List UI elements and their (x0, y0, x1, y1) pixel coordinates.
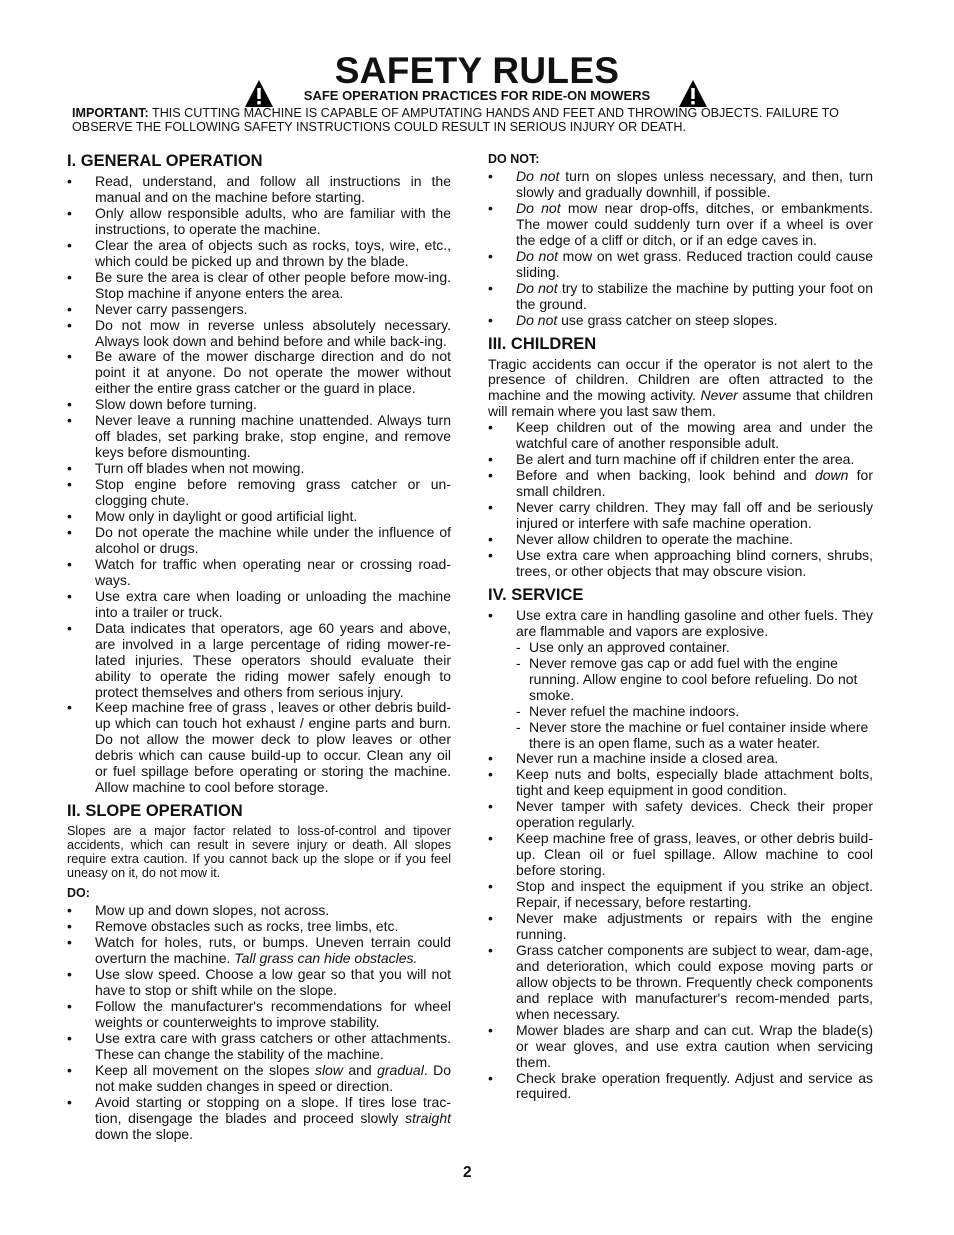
list-item: • Use extra care when approaching blind corners, shrubs, trees, or other objects that may obscure vision. (488, 548, 873, 580)
section-heading-general: I. GENERAL OPERATION (67, 152, 263, 170)
list-item: • Keep children out of the mowing area and under the watchful care of another responsible adult. (488, 420, 873, 452)
section-heading-slope: II. SLOPE OPERATION (67, 802, 243, 821)
list-item: • Turn off blades when not mowing. (67, 461, 451, 477)
list-item: • Never make adjustments or repairs with the engine running. (488, 911, 873, 943)
list-item: • Use extra care when loading or unloading the machine into a trailer or truck. (67, 589, 451, 621)
general-list (67, 174, 451, 796)
list-item: • Be sure the area is clear of other people before mow-ing. Stop machine if anyone enters the area. (67, 270, 451, 302)
list-item: • Read, understand, and follow all instructions in the manual and on the machine before starting. (67, 174, 451, 206)
list-item: • Stop and inspect the equipment if you strike an object. Repair, if necessary, before restarting. (488, 879, 873, 911)
list-item: • Be alert and turn machine off if children enter the area. (488, 452, 873, 468)
list-item: • Keep machine free of grass, leaves, or other debris build-up. Clean oil or fuel spillage. Allow machine to cool before storing. (488, 831, 873, 879)
left-column (67, 152, 451, 1142)
important-text: THIS CUTTING MACHINE IS CAPABLE OF AMPUTATING HANDS AND FEET AND THROWING OBJECTS. FAILURE TO OBSERVE THE FOLLOWING SAFETY INSTRUCTIONS COULD RESULT IN SERIOUS INJURY OR DEATH. (72, 106, 839, 134)
list-item: • Check brake operation frequently. Adjust and service as required. (488, 1071, 873, 1103)
children-intro: Tragic accidents can occur if the operator is not alert to the presence of children. Children are often attracted to the machine and the mowing activity. Never assume that children will remain where you last saw them. (488, 355, 873, 420)
list-item: • Do not mow in reverse unless absolutely necessary. Always look down and behind before and while back-ing. (67, 318, 451, 350)
do-list (67, 903, 451, 1142)
list-item: • Do not use grass catcher on steep slopes. (488, 313, 873, 329)
list-item: • Follow the manufacturer's recommendations for wheel weights or counterweights to improve stability. (67, 999, 451, 1031)
children-list (488, 420, 873, 580)
list-item: • Be aware of the mower discharge direction and do not point it at anyone. Do not operate the mower without either the entire grass catcher or the guard in place. (67, 349, 451, 397)
list-item: • Watch for holes, ruts, or bumps. Uneven terrain could overturn the machine. Tall grass can hide obstacles. (67, 935, 451, 967)
list-item: • Keep machine free of grass , leaves or other debris build-up which can touch hot exhaust / engine parts and burn. Do not allow the mower deck to plow leaves or other debris which can cause build-up to occur. Clean any oil or fuel spillage before operating or storing the machine. Allow machine to cool before storage. (67, 700, 451, 796)
list-item: • Grass catcher components are subject to wear, dam-age, and deterioration, which could expose moving parts or allow objects to be thrown. Frequently check components and replace with manufacturer's recom-mended parts, when necessary. (488, 943, 873, 1023)
list-item: • Do not turn on slopes unless necessary, and then, turn slowly and gradually downhill, if possible. (488, 169, 873, 201)
list-item: • Mow only in daylight or good artificial light. (67, 509, 451, 525)
list-item: • Avoid starting or stopping on a slope. If tires lose trac-tion, disengage the blades and proceed slowly straight down the slope. (67, 1095, 451, 1143)
list-item: • Use slow speed. Choose a low gear so that you will not have to stop or shift while on the slope. (67, 967, 451, 999)
slope-intro: Slopes are a major factor related to loss-of-control and tipover accidents, which can result in severe injury or death. All slopes require extra caution. If you cannot back up the slope or if you feel uneasy on it, do not mow it. (67, 824, 451, 881)
list-item: • Use extra care in handling gasoline and other fuels. They are flammable and vapors are explosive. (488, 608, 873, 640)
list-item: • Slow down before turning. (67, 397, 451, 413)
warning-triangle-icon (678, 79, 708, 109)
list-item: • Never carry children. They may fall off and be seriously injured or interfere with safe machine operation. (488, 500, 873, 532)
list-item: • Clear the area of objects such as rocks, toys, wire, etc., which could be picked up and thrown by the blade. (67, 238, 451, 270)
important-label: IMPORTANT: (72, 106, 149, 120)
list-item: • Do not mow near drop-offs, ditches, or embankments. The mower could suddenly turn over if a wheel is over the edge of a cliff or ditch, or if an edge caves in. (488, 201, 873, 249)
list-item: • Use extra care with grass catchers or other attachments. These can change the stability of the machine. (67, 1031, 451, 1063)
section-heading-service: IV. SERVICE (488, 585, 584, 604)
list-item: • Never leave a running machine unattended. Always turn off blades, set parking brake, stop engine, and remove keys before dismounting. (67, 413, 451, 461)
list-item: • Stop engine before removing grass catcher or un-clogging chute. (67, 477, 451, 509)
sub-list-item: - Never store the machine or fuel container inside where there is an open flame, such as a water heater. (488, 720, 873, 752)
list-item: • Only allow responsible adults, who are familiar with the instructions, to operate the machine. (67, 206, 451, 238)
do-not-label: DO NOT: (488, 152, 540, 166)
list-item: • Mow up and down slopes, not across. (67, 903, 451, 919)
list-item: • Do not operate the machine while under the influence of alcohol or drugs. (67, 525, 451, 557)
section-heading-children: III. CHILDREN (488, 334, 597, 353)
list-item: • Never carry passengers. (67, 302, 451, 318)
sub-list-item: - Never remove gas cap or add fuel with the engine running. Allow engine to cool before refueling. Do not smoke. (488, 656, 873, 704)
page-title: SAFETY RULES (334, 50, 620, 91)
list-item: • Remove obstacles such as rocks, tree limbs, etc. (67, 919, 451, 935)
list-item: • Watch for traffic when operating near or crossing road-ways. (67, 557, 451, 589)
list-item: • Never run a machine inside a closed area. (488, 751, 873, 767)
do-label: DO: (67, 886, 90, 901)
list-item: • Never allow children to operate the machine. (488, 532, 873, 548)
list-item: • Keep nuts and bolts, especially blade attachment bolts, tight and keep equipment in good condition. (488, 767, 873, 799)
page-number: 2 (463, 1164, 472, 1181)
sub-list-item: - Never refuel the machine indoors. (488, 704, 873, 720)
do-not-list (488, 169, 873, 329)
list-item: • Before and when backing, look behind and down for small children. (488, 468, 873, 500)
list-item: • Do not mow on wet grass. Reduced traction could cause sliding. (488, 249, 873, 281)
sub-list-item: - Use only an approved container. (488, 640, 873, 656)
list-item: • Do not try to stabilize the machine by putting your foot on the ground. (488, 281, 873, 313)
list-item: • Data indicates that operators, age 60 years and above, are involved in a large percentage of riding mower-re-lated injuries. These operators should evaluate their ability to operate the riding mower safely enough to protect themselves and others from serious injury. (67, 621, 451, 701)
subtitle: SAFE OPERATION PRACTICES FOR RIDE-ON MOWERS (303, 88, 651, 103)
list-item: • Never tamper with safety devices. Check their proper operation regularly. (488, 799, 873, 831)
important-notice (72, 106, 882, 134)
service-list (488, 608, 873, 1103)
list-item: • Keep all movement on the slopes slow and gradual. Do not make sudden changes in speed or direction. (67, 1063, 451, 1095)
list-item: • Mower blades are sharp and can cut. Wrap the blade(s) or wear gloves, and use extra caution when servicing them. (488, 1023, 873, 1071)
right-column (488, 152, 873, 1102)
